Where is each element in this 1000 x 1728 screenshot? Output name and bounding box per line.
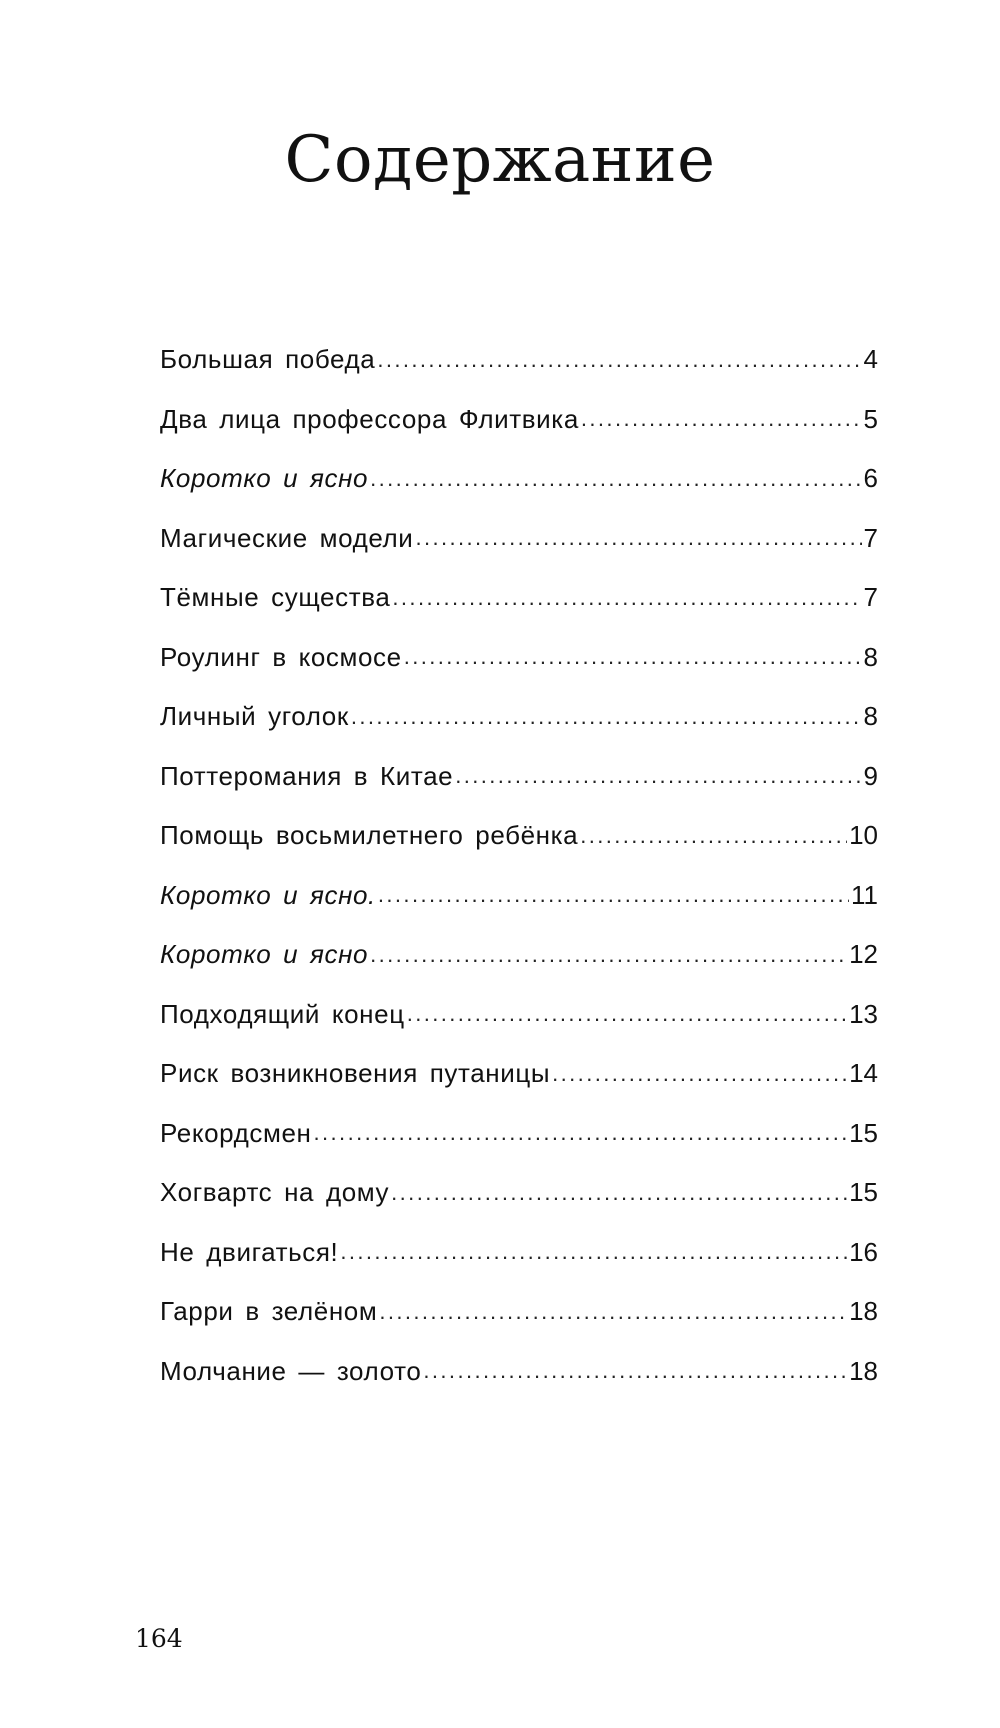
- toc-entry-page: 8: [863, 701, 878, 732]
- table-of-contents: [160, 330, 878, 1401]
- dot-leader: [455, 763, 861, 789]
- toc-entry-page: 5: [863, 403, 878, 434]
- dot-leader: [404, 644, 862, 670]
- toc-entry-title: Хогвартс на дому: [160, 1177, 390, 1208]
- toc-entry-page: 4: [863, 344, 878, 375]
- dot-leader: [392, 585, 861, 611]
- dot-leader: [552, 1061, 847, 1087]
- dot-leader: [407, 1001, 847, 1027]
- toc-entry-title: Гарри в зелёном: [160, 1296, 378, 1327]
- toc-entry-title: Не двигаться!: [160, 1236, 339, 1267]
- toc-entry: [160, 1282, 878, 1342]
- toc-entry: [160, 1104, 878, 1164]
- dot-leader: [314, 1120, 848, 1146]
- dot-leader: [340, 1239, 847, 1265]
- dot-leader: [391, 1180, 847, 1206]
- toc-entry-page: 8: [863, 641, 878, 672]
- toc-entry-title: Рекордсмен: [160, 1117, 312, 1148]
- toc-entry-page: 11: [851, 879, 878, 910]
- toc-entry-title: Поттеромания в Китае: [160, 760, 454, 791]
- toc-entry-title: Коротко и ясно: [160, 939, 369, 970]
- toc-entry: [160, 925, 878, 985]
- toc-entry-title: Молчание — золото: [160, 1355, 422, 1386]
- toc-entry: [160, 1163, 878, 1223]
- toc-entry: [160, 806, 878, 866]
- toc-entry-title: Коротко и ясно.: [160, 879, 376, 910]
- toc-entry: [160, 1044, 878, 1104]
- toc-entry: [160, 866, 878, 926]
- toc-entry-title: Роулинг в космосе: [160, 641, 402, 672]
- toc-entry: [160, 449, 878, 509]
- toc-entry: [160, 747, 878, 807]
- toc-entry-title: Тёмные существа: [160, 582, 391, 613]
- toc-entry: [160, 390, 878, 450]
- dot-leader: [580, 823, 847, 849]
- page-number: 164: [135, 1624, 183, 1653]
- toc-entry-title: Магические модели: [160, 522, 414, 553]
- toc-entry: [160, 985, 878, 1045]
- dot-leader: [423, 1358, 847, 1384]
- dot-leader: [378, 882, 849, 908]
- toc-entry-page: 10: [849, 820, 878, 851]
- dot-leader: [370, 466, 861, 492]
- toc-entry-page: 9: [863, 760, 878, 791]
- toc-entry-page: 14: [849, 1058, 878, 1089]
- toc-entry-title: Подходящий конец: [160, 998, 405, 1029]
- toc-entry-title: Помощь восьмилетнего ребёнка: [160, 820, 579, 851]
- toc-entry: [160, 1342, 878, 1402]
- dot-leader: [377, 347, 861, 373]
- toc-entry: [160, 330, 878, 390]
- dot-leader: [379, 1299, 847, 1325]
- toc-entry-title: Два лица профессора Флитвика: [160, 403, 579, 434]
- toc-entry-page: 15: [849, 1117, 878, 1148]
- toc-entry-title: Личный уголок: [160, 701, 349, 732]
- page-title: Содержание: [284, 123, 716, 197]
- dot-leader: [415, 525, 861, 551]
- toc-entry: [160, 509, 878, 569]
- toc-entry-page: 12: [849, 939, 878, 970]
- toc-entry-page: 7: [863, 582, 878, 613]
- toc-entry-page: 7: [863, 522, 878, 553]
- toc-entry: [160, 628, 878, 688]
- dot-leader: [351, 704, 862, 730]
- dot-leader: [370, 942, 847, 968]
- toc-entry: [160, 1223, 878, 1283]
- toc-entry-page: 15: [849, 1177, 878, 1208]
- toc-entry-page: 18: [849, 1296, 878, 1327]
- toc-entry-page: 18: [849, 1355, 878, 1386]
- dot-leader: [581, 406, 862, 432]
- toc-entry-title: Риск возникновения путаницы: [160, 1058, 551, 1089]
- toc-entry-title: Коротко и ясно: [160, 463, 369, 494]
- toc-entry: [160, 568, 878, 628]
- toc-entry-page: 16: [849, 1236, 878, 1267]
- toc-entry-page: 13: [849, 998, 878, 1029]
- toc-entry: [160, 687, 878, 747]
- toc-entry-page: 6: [863, 463, 878, 494]
- toc-entry-title: Большая победа: [160, 344, 376, 375]
